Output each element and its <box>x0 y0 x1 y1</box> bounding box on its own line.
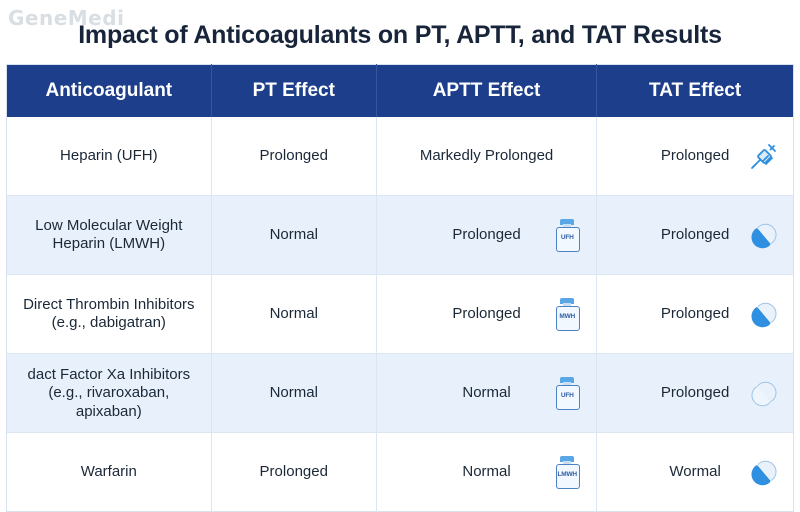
column-header-tat-effect: TAT Effect <box>597 64 794 117</box>
vial-icon <box>554 219 580 251</box>
table-header-row <box>7 64 794 117</box>
cell-pt-effect: Normal <box>211 275 376 354</box>
cell-tat-effect <box>597 196 794 275</box>
cell-pt-effect: Prolonged <box>211 117 376 196</box>
cell-tat-text: Prolonged <box>661 147 729 165</box>
pill-icon <box>749 222 779 248</box>
cell-tat-effect <box>597 433 794 512</box>
table-body <box>7 117 794 512</box>
cell-aptt-effect: Markedly Prolonged <box>376 117 596 196</box>
cell-pt-effect: Normal <box>211 196 376 275</box>
vial-label: UFH <box>557 234 577 242</box>
cell-pt-effect: Normal <box>211 354 376 433</box>
vial-icon <box>554 298 580 330</box>
vial-icon <box>554 456 580 488</box>
table-row <box>7 354 794 433</box>
cell-aptt-effect <box>376 196 596 275</box>
cell-aptt-text: Prolonged <box>452 226 520 244</box>
syringe-icon <box>749 141 779 171</box>
page-title: Impact of Anticoagulants on PT, APTT, and TAT Results <box>0 0 800 64</box>
watermark-logo: GeneMedi <box>8 6 124 30</box>
table-row <box>7 117 794 196</box>
table-row <box>7 275 794 354</box>
cell-tat-text: Prolonged <box>661 384 729 402</box>
cell-anticoagulant: Direct Thrombin Inhibitors (e.g., dabigatran) <box>7 275 212 354</box>
cell-anticoagulant: Warfarin <box>7 433 212 512</box>
anticoagulant-effects-table <box>6 64 794 512</box>
cell-tat-effect <box>597 354 794 433</box>
cell-anticoagulant: Heparin (UFH) <box>7 117 212 196</box>
column-header-anticoagulant: Anticoagulant <box>7 64 212 117</box>
cell-tat-effect <box>597 275 794 354</box>
pill-icon-outline <box>749 380 779 406</box>
cell-pt-effect: Prolonged <box>211 433 376 512</box>
cell-aptt-effect <box>376 354 596 433</box>
pill-icon <box>749 459 779 485</box>
pill-icon <box>749 301 779 327</box>
table-row <box>7 196 794 275</box>
cell-tat-text: Wormal <box>669 463 720 481</box>
cell-tat-text: Prolonged <box>661 226 729 244</box>
cell-tat-effect <box>597 117 794 196</box>
cell-aptt-effect <box>376 275 596 354</box>
cell-aptt-text: Prolonged <box>452 305 520 323</box>
vial-label: UFH <box>557 392 577 400</box>
cell-tat-text: Prolonged <box>661 305 729 323</box>
column-header-aptt-effect: APTT Effect <box>376 64 596 117</box>
cell-aptt-effect <box>376 433 596 512</box>
cell-anticoagulant: Low Molecular Weight Heparin (LMWH) <box>7 196 212 275</box>
table-header <box>7 64 794 117</box>
cell-anticoagulant: dact Factor Xa Inhibitors (e.g., rivaroxaban, apixaban) <box>7 354 212 433</box>
vial-label: LMWH <box>557 471 577 479</box>
vial-icon <box>554 377 580 409</box>
table-row <box>7 433 794 512</box>
cell-aptt-text: Normal <box>462 384 510 402</box>
column-header-pt-effect: PT Effect <box>211 64 376 117</box>
vial-label: MWH <box>557 313 577 321</box>
cell-aptt-text: Normal <box>462 463 510 481</box>
